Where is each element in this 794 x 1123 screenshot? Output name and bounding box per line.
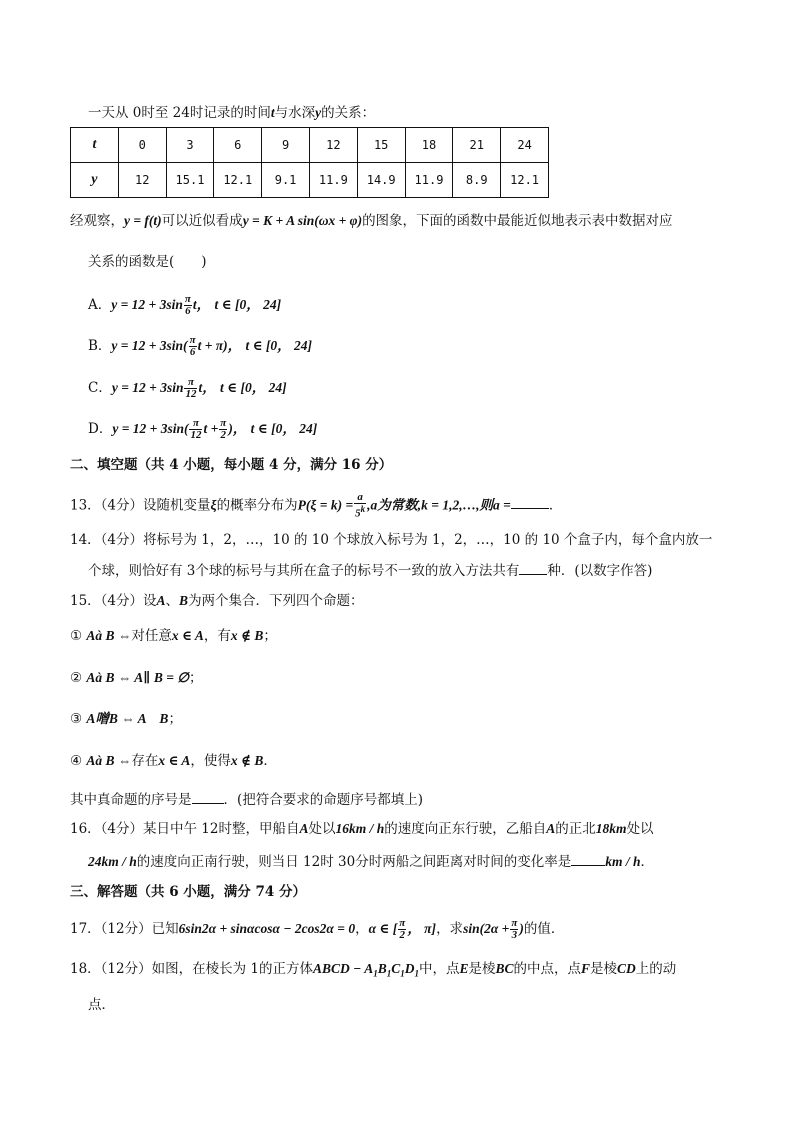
question-16-line-2: 24km / h的速度向正南行驶，则当日 12时 30分时两船之间距离对时间的变化率是 km / h． [88,851,654,871]
table-cell: 9.1 [262,163,310,198]
answer-blank [192,789,224,804]
table-cell: 18 [405,128,453,163]
table-cell: 9 [262,128,310,163]
answer-blank [519,560,547,575]
table-cell: 0 [118,128,166,163]
table-cell: 15.1 [166,163,214,198]
table-cell: 12.1 [214,163,262,198]
question-18-line-1: 18．（12分）如图，在棱长为 1的正方体ABCD − $A_1B_1C_1D_1$中，点E是棱BC的中点，点F是棱CD上的动 [70,961,677,979]
table-cell: 12.1 [501,163,549,198]
section-heading-fill-in: 二、填空题（共 4 小题，每小题 4 分，满分 16 分） [70,457,393,473]
table-cell: 21 [453,128,501,163]
question-15-end: 其中真命题的序号是 ．(把符合要求的命题序号都填上) [70,789,423,809]
section-heading-solutions: 三、解答题（共 6 小题，满分 74 分） [70,884,306,900]
question-15: 15．（4分）设A、B为两个集合．下列四个命题： [70,593,364,609]
answer-blank [571,851,605,866]
proposition-2: ② Aà B ⇔ A∥ B = ∅； [70,670,203,686]
question-14-line-1: 14．（4分）将标号为 1，2，…，10 的 10 个球放入标号为 1，2，…，10 的 10 个盒子内，每个盒内放一 [70,532,713,548]
table-header-t: t [71,128,119,163]
answer-blank [511,494,549,509]
question-17: 17．（12分）已知6sin2α + sinαcosα − 2cos2α = 0，α ∈ [ $\frac{\pi}{2}$ ， π]，求sin(2α + $\frac{\pi}{3}$ )的值． [70,917,565,941]
table-cell: 12 [309,128,357,163]
proposition-1: ① Aà B ⇔对任意x ∈ A，有x ∉ B； [70,628,277,644]
question-13: 13．（4分）设随机变量ξ的概率分布为P(ξ = k) = $\frac{a}{5^k}$ ,a为常数,k = 1,2,…,则a = ． [70,491,563,520]
table-cell: 11.9 [309,163,357,198]
option-b: B．y = 12 + 3sin( $\frac{\pi}{6}$ t + π)， t ∈ [0， 24] [88,334,313,358]
option-d: D．y = 12 + 3sin( $\frac{\pi}{12}$ t + $\frac{\pi}{2}$ )， t ∈ [0， 24] [88,417,318,441]
intro-line: 一天从 0时至 24时记录的时间t与水深y的关系： [88,105,376,121]
option-a: A．y = 12 + 3sin $\frac{\pi}{6}$ t， t ∈ [0， 24] [88,293,282,317]
table-row-t [71,128,549,163]
observation-line-1: 经观察，y = f(t)可以近似看成y = K + A sin(ωx + φ)的图象，下面的函数中最能近似地表示表中数据对应 [70,213,673,229]
table-cell: 24 [501,128,549,163]
table-cell: 3 [166,128,214,163]
question-18-line-2: 点． [88,997,115,1013]
table-row-y [71,163,549,198]
table-cell: 11.9 [405,163,453,198]
question-14-line-2: 个球，则恰好有 3个球的标号与其所在盒子的标号不一致的放入方法共有 种．(以数字作答) [88,560,652,580]
data-table [70,127,549,198]
table-cell: 8.9 [453,163,501,198]
question-16-line-1: 16．（4分）某日中午 12时整，甲船自A处以16km / h的速度向正东行驶，乙船自A的正北18km处以 [70,821,654,837]
table-cell: 6 [214,128,262,163]
observation-line-2: 关系的函数是( ) [88,254,207,270]
table-header-y: y [71,163,119,198]
table-cell: 14.9 [357,163,405,198]
table-cell: 12 [118,163,166,198]
option-c: C．y = 12 + 3sin $\frac{\pi}{12}$ t， t ∈ [0， 24] [88,376,287,400]
proposition-4: ④ Aà B ⇔存在x ∈ A，使得x ∉ B． [70,753,277,769]
proposition-3: ③ A噌B ⇔ A B； [70,711,182,727]
table-cell: 15 [357,128,405,163]
